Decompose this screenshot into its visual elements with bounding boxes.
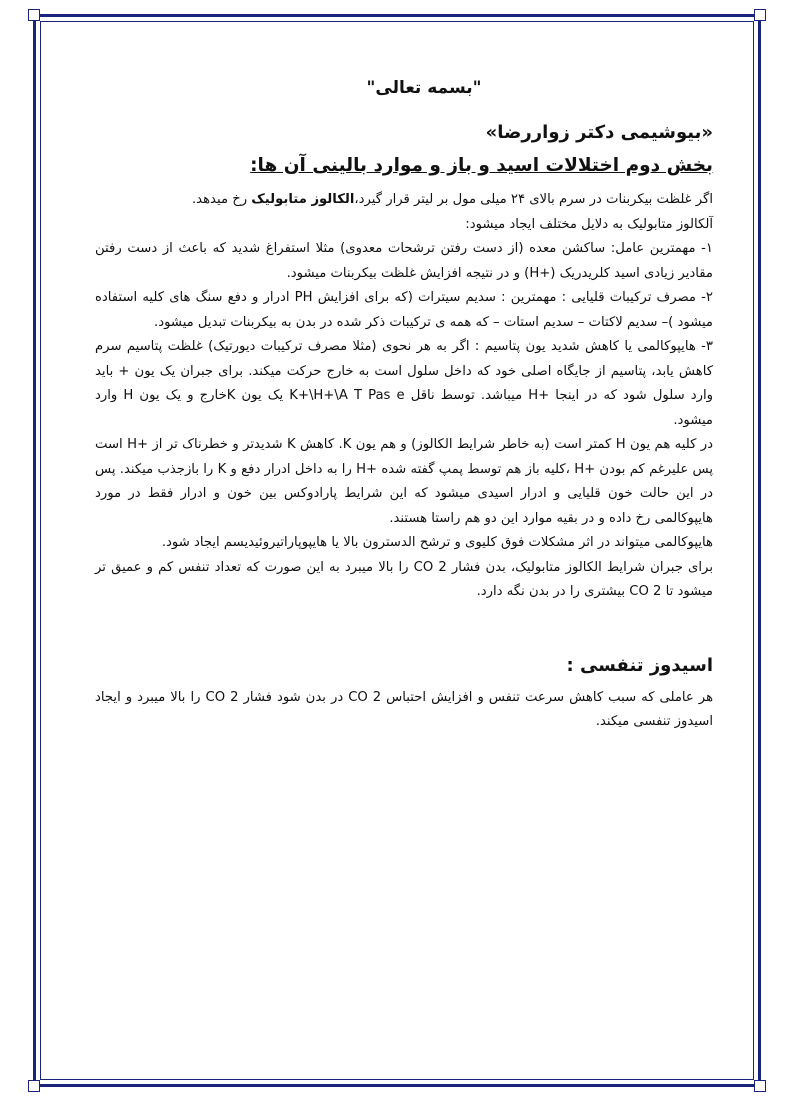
bold-term: الکالوز متابولیک: [251, 192, 355, 207]
paragraph-cause-1: ۱- مهمترین عامل: ساکشن معده (از دست رفتن ترشحات معدوی) مثلا استفراغ شدید که باعث از دست رفتن مقادیر زیادی اسید کلریدریک (+H) و در نتیجه افزایش غلظت بیکربنات میشود.: [95, 241, 713, 281]
intro-text-end: رخ میدهد.: [191, 192, 252, 207]
border-corner-ornament: [28, 1080, 40, 1092]
intro-text: اگر غلظت بیکربنات در سرم بالای ۲۴ میلی مول بر لیتر قرار گیرد،: [354, 192, 713, 207]
page-title: "بسمه تعالی": [366, 78, 482, 98]
border-corner-ornament: [754, 1080, 766, 1092]
respiratory-heading: اسیدوز تنفسی :: [566, 654, 713, 676]
paragraph-causes: آلکالوز متابولیک به دلایل مختلف ایجاد میشود:: [465, 216, 713, 232]
paragraph-hypokalemia: هایپوکالمی میتواند در اثر مشکلات فوق کلیوی و ترشح الدسترون بالا یا هایپوپاراتیروئیدیسم ایجاد شود.: [161, 535, 713, 550]
document-body: [95, 78, 713, 735]
section-heading: بخش دوم اختلالات اسید و باز و موارد بالینی آن ها:: [250, 155, 713, 176]
border-corner-ornament: [754, 9, 766, 21]
document-subtitle: «بیوشیمی دکتر زواررضا»: [485, 122, 713, 143]
respiratory-paragraph: هر عاملی که سبب کاهش سرعت تنفس و افزایش احتباس CO 2 در بدن شود فشار CO 2 را بالا میبرد و ایجاد اسیدوز تنفسی میکند.: [95, 689, 714, 729]
paragraph-cause-2: ۲- مصرف ترکیبات قلیایی : مهمترین : سدیم سیترات (که برای افزایش PH ادرار و دفع سنگ های کلیه استفاده میشود )– سدیم لاکتات – سدیم استات – که همه ی ترکیبات ذکر شده در بدن به بیکربنات تبدیل میشود.: [95, 290, 713, 330]
paragraph-kidney: در کلیه هم یون H کمتر است (به خاطر شرایط الکالوز) و هم یون K. کاهش K شدیدتر و خطرناک تر از +H است پس علیرغم کم بودن +H ،کلیه باز هم توسط پمپ گفته شده +H را به داخل ادرار دفع و K را بازجذب میکند. پس در این حالت خون قلیایی و ادرار اسیدی میشود که این شرایط پارادوکس بین خون و ادرار فقط در مورد هایپوکالمی رخ داده و در بقیه موارد این دو هم راستا هستند.: [95, 437, 714, 526]
border-corner-ornament: [28, 9, 40, 21]
intro-paragraph: [95, 188, 713, 213]
paragraph-compensation: برای جبران شرایط الکالوز متابولیک، بدن فشار CO 2 را بالا میبرد به این صورت که تعداد تنفس کم و عمیق تر میشود تا CO 2 بیشتری را در بدن نگه دارد.: [95, 559, 713, 599]
paragraph-cause-3: ۳- هایپوکالمی یا کاهش شدید یون پتاسیم : اگر به هر نحوی (مثلا مصرف ترکیبات دیورتیک) غلظت پتاسیم سرم کاهش یابد، پتاسیم از جایگاه اصلی خود که داخل سلول است به خارج حرکت میکند. برای جبران یک یون + باید وارد سلول شود که در اینجا +H میباشد. توسط ناقل K+\H+\A T Pas e یک یون Kخارج و یک یون H وارد میشود.: [95, 339, 713, 428]
